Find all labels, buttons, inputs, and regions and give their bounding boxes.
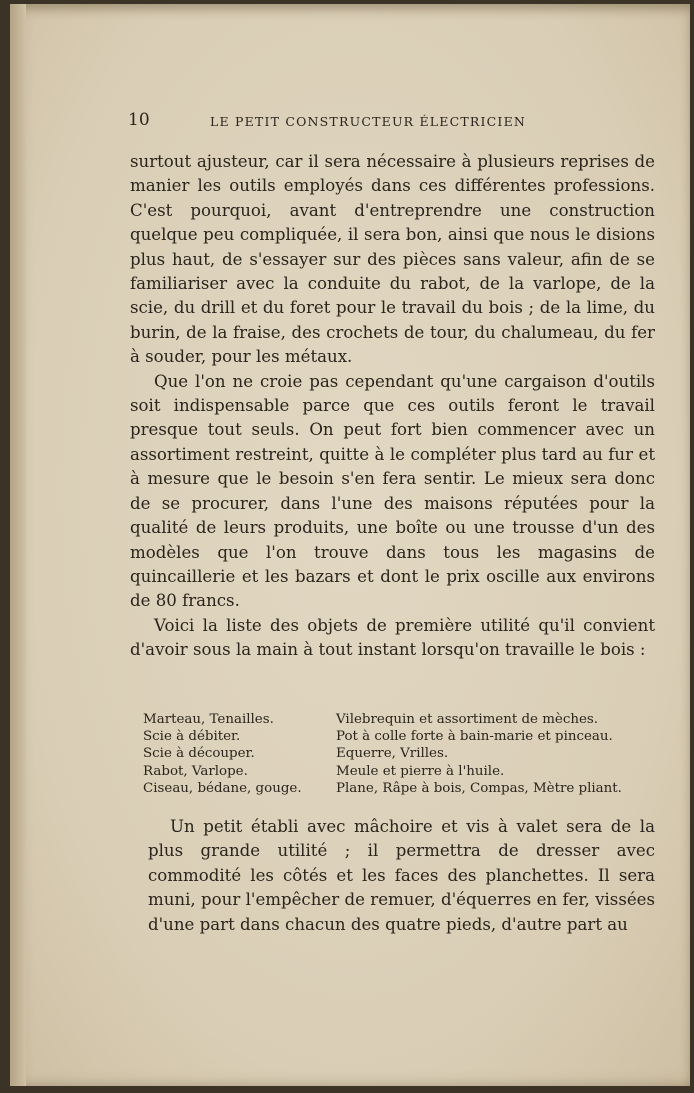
tool-item: Pot à colle forte à bain-marie et pinceau. bbox=[336, 729, 613, 745]
paragraph-4: Un petit établi avec mâchoire et vis à valet sera de la plus grande utilité ; il permettra de dresser avec commodité les côtés et les faces des planchettes. Il sera muni, pour l'empêcher de remuer, d'équerres en fer, vissées d'une part dans chacun des quatre pieds, d'autre part au bbox=[148, 817, 655, 934]
tool-item: Vilebrequin et assortiment de mèches. bbox=[336, 712, 599, 727]
tool-item: Meule et pierre à l'huile. bbox=[336, 763, 505, 779]
main-text bbox=[130, 150, 655, 663]
tool-list-right-column bbox=[336, 711, 661, 797]
paragraph-3: Voici la liste des objets de première utilité qu'il convient d'avoir sous la main à tout instant lorsqu'on travaille le bois : bbox=[130, 615, 655, 660]
tool-item: Rabot, Varlope. bbox=[143, 763, 248, 779]
tool-item: Marteau, Tenailles. bbox=[143, 712, 274, 727]
closing-text bbox=[148, 815, 655, 937]
running-header bbox=[128, 110, 663, 136]
page-spine-shadow bbox=[10, 4, 26, 1086]
paragraph-1: surtout ajusteur, car il sera nécessaire à plusieurs reprises de manier les outils employés dans ces différentes professions. C'est pourquoi, avant d'entreprendre une construction quelque peu compliquée, il sera bon, ainsi que nous le disions plus haut, de s'essayer sur des pièces sans valeur, afin de se familiariser avec la conduite du rabot, de la varlope, de la scie, du drill et du foret pour le travail du bois ; de la lime, du burin, de la fraise, des crochets de tour, du chalumeau, du fer à souder, pour les métaux. bbox=[130, 152, 655, 367]
book-page bbox=[10, 4, 690, 1086]
tool-item: Ciseau, bédane, gouge. bbox=[143, 780, 302, 796]
tool-item: Equerre, Vrilles. bbox=[336, 746, 449, 762]
running-title: LE PETIT CONSTRUCTEUR ÉLECTRICIEN bbox=[210, 114, 527, 129]
page-number: 10 bbox=[128, 110, 150, 130]
paragraph-2: Que l'on ne croie pas cependant qu'une cargaison d'outils soit indispensable parce que ces outils feront le travail presque tout seuls. On peut fort bien commencer avec un assortiment restreint, quitte à le compléter plus tard au fur et à mesure que le besoin s'en fera sentir. Le mieux sera donc de se procurer, dans l'une des maisons réputées pour la qualité de leurs produits, une boîte ou une trousse d'un des modèles que l'on trouve dans tous les magasins de quincaillerie et les bazars et dont le prix oscille aux environs de 80 francs. bbox=[130, 371, 655, 611]
tool-item: Scie à débiter. bbox=[143, 729, 241, 745]
tool-item: Scie à découper. bbox=[143, 746, 255, 762]
tool-list-left-column bbox=[143, 711, 328, 797]
tool-item: Plane, Râpe à bois, Compas, Mètre pliant. bbox=[336, 780, 622, 796]
